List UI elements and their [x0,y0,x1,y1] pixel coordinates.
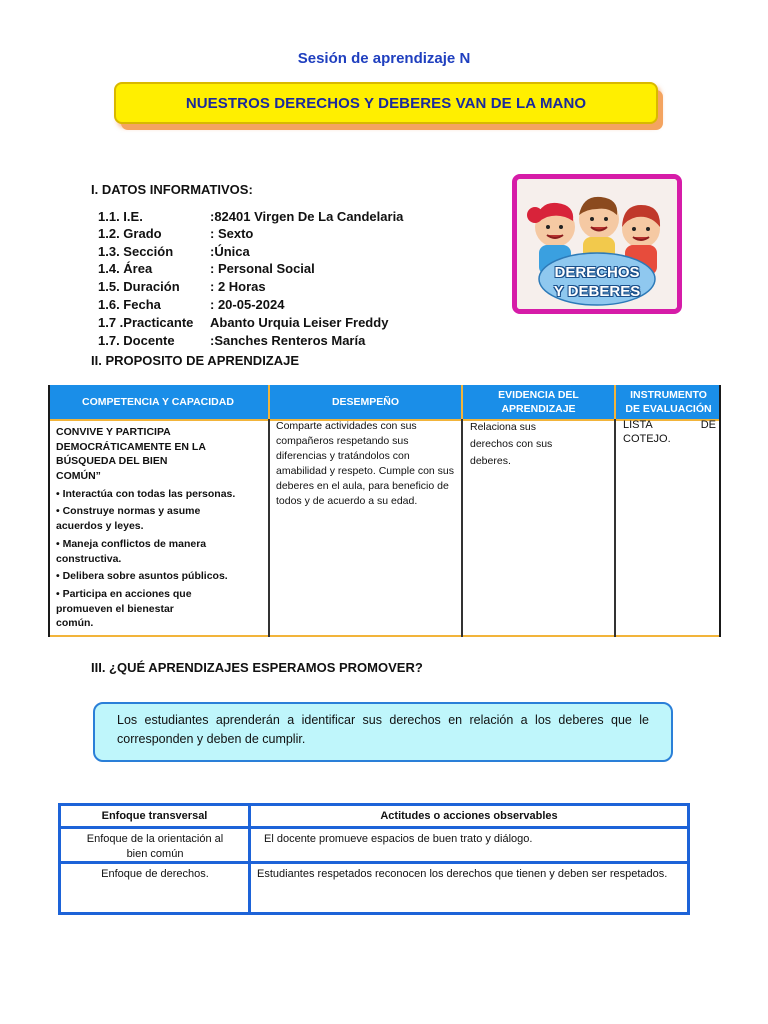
competencia-title: CONVIVE Y PARTICIPA DEMOCRÁTICAMENTE EN LA BÚSQUEDA DEL BIEN COMÚN” [56,426,206,483]
title-banner [114,82,658,124]
info-row-fecha [98,297,284,312]
capacidad-item: • Participa en acciones que promueven el bienestar común. [56,587,192,630]
capacidad-text: Participa en acciones que promueven el bienestar común. [56,587,192,630]
info-value: : 20-05-2024 [210,297,285,312]
table-right-border [719,385,721,637]
header-evidencia: EVIDENCIA DEL APRENDIZAJE [463,385,614,419]
column-divider [268,385,270,637]
illustration-line-2: Y DEBERES [553,283,641,300]
accion-cell: Estudiantes respetados reconocen los derechos que tienen y deben ser respetados. [257,868,668,880]
info-row-practicante [98,315,388,330]
header-divider-accent [268,385,270,419]
table-left-border [48,385,50,637]
info-value: :Única [210,244,250,259]
header-desempeno: DESEMPEÑO [270,385,461,419]
capacidad-item: • Construye normas y asume acuerdos y leyes. [56,505,201,533]
header-actitudes: Actitudes o acciones observables [380,810,558,822]
desempeno-cell: Comparte actividades con sus compañeros respetando sus diferencias y tratándolos con amabilidad y respeto. Cumple con sus deberes en el aula, para beneficio de todos y de acuerdo a su edad. [276,420,455,507]
header-divider-accent [461,385,463,419]
info-row-docente [98,333,365,348]
capacidad-item: • Maneja conflictos de manera constructiva. [56,537,207,565]
info-label: 1.1. I.E. [98,209,143,224]
evidencia-cell: Relaciona sus derechos con sus deberes. [470,421,553,467]
info-label: 1.2. Grado [98,226,162,241]
enfoque-table [58,803,690,915]
enfoque-cell: Enfoque de la orientación al bien común [86,833,224,860]
info-value: : Personal Social [210,261,315,276]
capacidad-text: Interactúa con todas las personas. [62,487,236,500]
header-instrumento: INSTRUMENTO DE EVALUACIÓN [616,385,721,419]
capacidad-text: Maneja conflictos de manera constructiva. [56,537,207,565]
section-heading-aprendizajes: III. ¿QUÉ APRENDIZAJES ESPERAMOS PROMOVER? [91,660,423,675]
capacidad-text: Construye normas y asume acuerdos y leyes. [56,505,201,533]
info-row-grado [98,226,253,241]
column-divider [614,385,616,637]
accion-cell: El docente promueve espacios de buen trato y diálogo. [264,833,533,845]
info-label: 1.5. Duración [98,279,180,294]
capacidad-text: Delibera sobre asuntos públicos. [62,570,228,583]
instrumento-cell: LISTA DE COTEJO. [623,419,716,446]
info-value: Abanto Urquia Leiser Freddy [210,315,389,330]
row-divider [61,826,687,829]
info-label: 1.6. Fecha [98,297,161,312]
column-divider [461,385,463,637]
header-competencia: COMPETENCIA Y CAPACIDAD [48,385,268,419]
info-row-area [98,261,315,276]
info-row-duracion [98,279,266,294]
section-heading-datos: I. DATOS INFORMATIVOS: [91,182,253,197]
info-value: :82401 Virgen De La Candelaria [210,209,404,224]
info-row-ie [98,209,403,224]
info-value: : Sexto [210,226,254,241]
header-enfoque: Enfoque transversal [101,810,208,822]
session-title: Sesión de aprendizaje N [297,50,471,67]
section-heading-proposito: II. PROPOSITO DE APRENDIZAJE [91,353,300,368]
info-label: 1.4. Área [98,261,153,276]
table-bottom-border [48,635,721,637]
derechos-deberes-illustration [512,174,682,314]
header-divider-accent [614,385,616,419]
illustration-line-1: DERECHOS [554,264,640,281]
banner-title: NUESTROS DERECHOS Y DEBERES VAN DE LA MANO [185,94,587,112]
info-value: :Sanches Renteros María [210,333,366,348]
info-row-seccion [98,244,250,259]
competencias-table [48,385,721,637]
info-value: : 2 Horas [210,279,266,294]
enfoque-cell: Enfoque de derechos. [101,868,209,880]
illustration-caption [517,263,677,301]
info-label: 1.7. Docente [98,333,175,348]
info-label: 1.3. Sección [98,244,174,259]
capacidad-item: • Interactúa con todas las personas. [56,487,236,500]
info-label: 1.7 .Practicante [98,315,194,330]
competencia-cell [56,425,264,631]
capacidad-item: • Delibera sobre asuntos públicos. [56,570,228,583]
aprendizaje-box: Los estudiantes aprenderán a identificar sus derechos en relación a los deberes que le corresponden y deben de cumplir. [93,702,673,762]
